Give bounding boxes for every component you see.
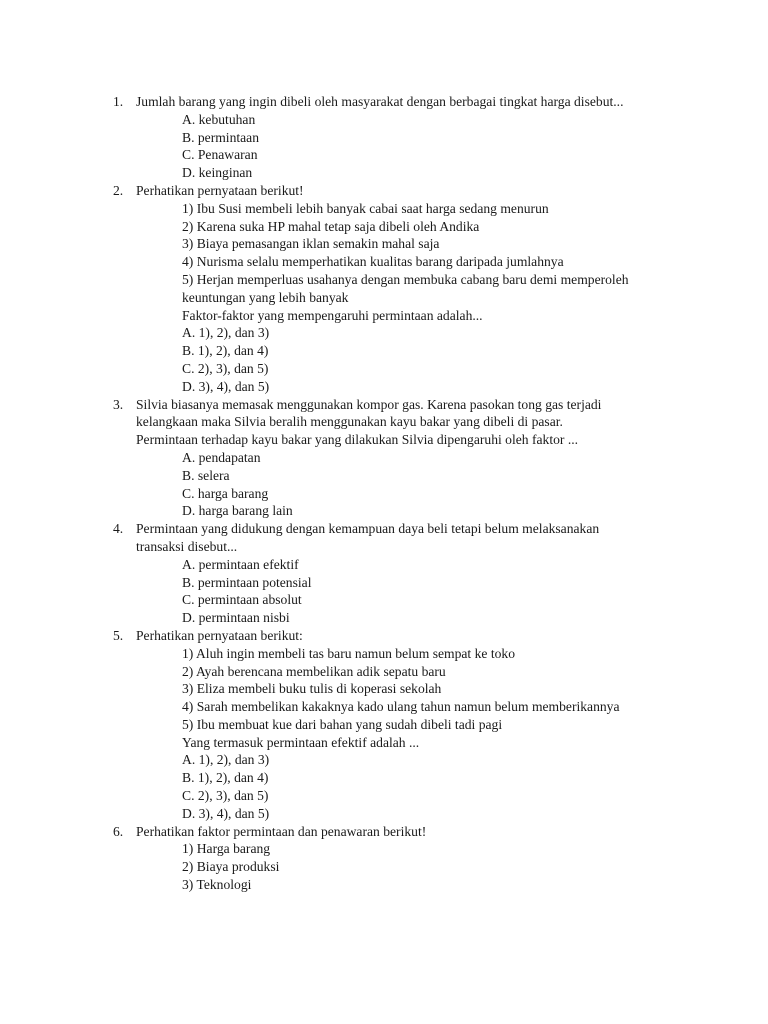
- question-item-text: D. 3), 4), dan 5): [182, 378, 270, 394]
- question-item-text: 2) Biaya produksi: [182, 859, 280, 875]
- question-item-text: C. harga barang: [182, 485, 269, 501]
- question-item-text: A. 1), 2), dan 3): [182, 325, 270, 341]
- question-item-text: 5) Ibu membuat kue dari bahan yang sudah dibeli tadi pagi: [182, 716, 503, 732]
- question-item-text: A. permintaan efektif: [182, 556, 299, 572]
- question-item-line: [0, 556, 768, 574]
- question-item-line: [0, 449, 768, 467]
- question-3: [0, 396, 768, 521]
- question-stem-text: Permintaan terhadap kayu bakar yang dilakukan Silvia dipengaruhi oleh faktor ...: [136, 432, 579, 448]
- question-item-line: [0, 146, 768, 164]
- question-item-text: 1) Ibu Susi membeli lebih banyak cabai saat harga sedang menurun: [182, 200, 549, 216]
- question-stem-text: Permintaan yang didukung dengan kemampuan daya beli tetapi belum melaksanakan: [136, 521, 600, 537]
- question-item-line: [0, 609, 768, 627]
- question-item-line: [0, 467, 768, 485]
- question-item-line: [0, 360, 768, 378]
- question-item-line: [0, 840, 768, 858]
- question-stem-line: [0, 93, 768, 111]
- question-item-line: [0, 271, 768, 289]
- question-item-text: 2) Karena suka HP mahal tetap saja dibeli oleh Andika: [182, 218, 480, 234]
- question-item-line: [0, 698, 768, 716]
- question-item-text: D. keinginan: [182, 165, 253, 181]
- question-item-text: 5) Herjan memperluas usahanya dengan membuka cabang baru demi memperoleh: [182, 271, 629, 287]
- question-item-text: B. permintaan: [182, 129, 260, 145]
- question-item-line: [0, 289, 768, 307]
- question-item-line: [0, 805, 768, 823]
- question-item-text: A. kebutuhan: [182, 111, 256, 127]
- question-number: 1.: [113, 94, 124, 109]
- question-item-line: [0, 235, 768, 253]
- question-item-text: B. permintaan potensial: [182, 574, 312, 590]
- question-item-text: C. Penawaran: [182, 147, 258, 163]
- question-item-line: [0, 591, 768, 609]
- question-item-line: [0, 645, 768, 663]
- question-number: 2.: [113, 182, 124, 198]
- question-item-line: [0, 129, 768, 147]
- question-item-text: 3) Teknologi: [182, 877, 252, 893]
- question-number: 6.: [113, 823, 124, 839]
- question-item-line: [0, 787, 768, 805]
- question-item-line: [0, 574, 768, 592]
- question-2: [0, 182, 768, 396]
- question-item-line: [0, 218, 768, 236]
- question-number: 5.: [113, 627, 124, 643]
- question-stem-line: [0, 538, 768, 556]
- question-stem-line: [0, 520, 768, 538]
- question-item-line: [0, 680, 768, 698]
- question-item-line: [0, 111, 768, 129]
- question-stem-text: transaksi disebut...: [136, 538, 238, 554]
- question-item-text: D. 3), 4), dan 5): [182, 805, 270, 821]
- question-item-text: D. permintaan nisbi: [182, 610, 290, 626]
- question-item-text: 3) Eliza membeli buku tulis di koperasi sekolah: [182, 681, 442, 697]
- question-number: 3.: [113, 396, 124, 412]
- question-item-text: C. permintaan absolut: [182, 592, 302, 608]
- question-1: [0, 93, 768, 182]
- question-item-line: [0, 876, 768, 894]
- question-item-text: Yang termasuk permintaan efektif adalah ...: [182, 734, 420, 750]
- question-list: [0, 93, 768, 894]
- question-stem-text: Perhatikan pernyataan berikut:: [136, 627, 303, 643]
- question-item-line: [0, 164, 768, 182]
- question-4: [0, 520, 768, 627]
- question-item-text: C. 2), 3), dan 5): [182, 360, 269, 376]
- question-stem-line: [0, 182, 768, 200]
- question-item-line: [0, 307, 768, 325]
- question-item-line: [0, 324, 768, 342]
- question-stem-text: Perhatikan faktor permintaan dan penawaran berikut!: [136, 823, 427, 839]
- question-item-line: [0, 769, 768, 787]
- question-item-text: 1) Aluh ingin membeli tas baru namun belum sempat ke toko: [182, 645, 515, 661]
- question-stem-line: [0, 823, 768, 841]
- question-item-line: [0, 378, 768, 396]
- question-item-text: keuntungan yang lebih banyak: [182, 289, 349, 305]
- question-stem-line: [0, 627, 768, 645]
- question-stem-line: [0, 413, 768, 431]
- question-stem-line: [0, 396, 768, 414]
- question-item-text: 1) Harga barang: [182, 841, 271, 857]
- question-item-text: Faktor-faktor yang mempengaruhi permintaan adalah...: [182, 307, 483, 323]
- question-stem-text: Silvia biasanya memasak menggunakan kompor gas. Karena pasokan tong gas terjadi: [136, 396, 602, 412]
- question-item-text: C. 2), 3), dan 5): [182, 788, 269, 804]
- question-item-text: A. pendapatan: [182, 449, 261, 465]
- question-item-line: [0, 716, 768, 734]
- question-item-line: [0, 663, 768, 681]
- question-item-text: A. 1), 2), dan 3): [182, 752, 270, 768]
- question-item-line: [0, 734, 768, 752]
- question-item-text: B. 1), 2), dan 4): [182, 770, 269, 786]
- question-item-line: [0, 485, 768, 503]
- question-item-text: B. selera: [182, 467, 230, 483]
- question-item-line: [0, 200, 768, 218]
- question-5: [0, 627, 768, 823]
- question-item-text: 4) Nurisma selalu memperhatikan kualitas barang daripada jumlahnya: [182, 254, 564, 270]
- question-stem-text: Perhatikan pernyataan berikut!: [136, 182, 304, 198]
- question-item-text: D. harga barang lain: [182, 503, 293, 519]
- question-item-line: [0, 751, 768, 769]
- question-item-line: [0, 502, 768, 520]
- question-item-line: [0, 342, 768, 360]
- question-6: [0, 823, 768, 894]
- question-item-text: 3) Biaya pemasangan iklan semakin mahal saja: [182, 236, 440, 252]
- question-item-text: 4) Sarah membelikan kakaknya kado ulang tahun namun belum memberikannya: [182, 699, 620, 715]
- question-item-line: [0, 858, 768, 876]
- question-stem-text: Jumlah barang yang ingin dibeli oleh masyarakat dengan berbagai tingkat harga disebut...: [136, 94, 624, 109]
- question-item-line: [0, 253, 768, 271]
- question-number: 4.: [113, 521, 124, 537]
- question-item-text: B. 1), 2), dan 4): [182, 343, 269, 359]
- question-item-text: 2) Ayah berencana membelikan adik sepatu baru: [182, 663, 446, 679]
- question-stem-line: [0, 431, 768, 449]
- question-stem-text: kelangkaan maka Silvia beralih menggunakan kayu bakar yang dibeli di pasar.: [136, 414, 563, 430]
